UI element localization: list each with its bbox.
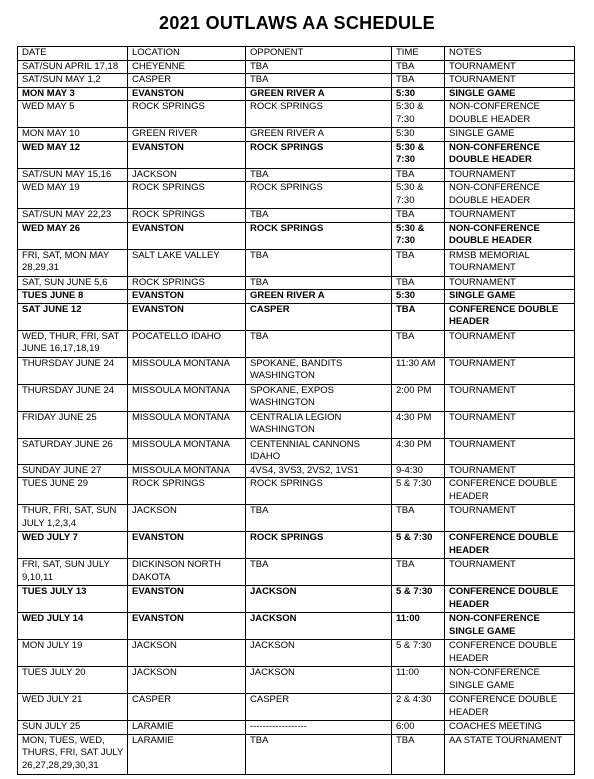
notes-cell: COACHES MEETING: [445, 721, 575, 735]
notes-cell: TOURNAMENT: [445, 276, 575, 290]
table-row: [18, 586, 575, 613]
table-row: [18, 276, 575, 290]
table-row: [18, 222, 575, 249]
date-cell: WED MAY 5: [18, 101, 128, 128]
date-cell: MON MAY 3: [18, 87, 128, 101]
opponent-cell: TBA: [246, 330, 392, 357]
time-cell: 5:30 & 7:30: [392, 222, 445, 249]
opponent-cell: SPOKANE, EXPOS WASHINGTON: [246, 384, 392, 411]
opponent-cell: TBA: [246, 249, 392, 276]
schedule-table: [17, 46, 575, 775]
location-cell: EVANSTON: [128, 586, 246, 613]
date-cell: MON, TUES, WED, THURS, FRI, SAT JULY 26,27,28,29,30,31: [18, 734, 128, 774]
opponent-cell: ROCK SPRINGS: [246, 478, 392, 505]
time-cell: TBA: [392, 60, 445, 74]
location-cell: ROCK SPRINGS: [128, 209, 246, 223]
table-row: [18, 330, 575, 357]
notes-cell: TOURNAMENT: [445, 559, 575, 586]
table-row: [18, 384, 575, 411]
time-cell: 2 & 4:30: [392, 694, 445, 721]
opponent-cell: JACKSON: [246, 640, 392, 667]
location-cell: JACKSON: [128, 640, 246, 667]
location-cell: JACKSON: [128, 168, 246, 182]
header-row: [18, 47, 575, 61]
notes-cell: RMSB MEMORIAL TOURNAMENT: [445, 249, 575, 276]
opponent-cell: CENTENNIAL CANNONS IDAHO: [246, 438, 392, 464]
location-cell: MISSOULA MONTANA: [128, 464, 246, 478]
location-cell: ROCK SPRINGS: [128, 182, 246, 209]
opponent-cell: GREEN RIVER A: [246, 87, 392, 101]
notes-cell: NON-CONFERENCE DOUBLE HEADER: [445, 182, 575, 209]
notes-cell: TOURNAMENT: [445, 505, 575, 532]
date-cell: SUNDAY JUNE 27: [18, 464, 128, 478]
time-cell: 5:30: [392, 87, 445, 101]
opponent-cell: ------------------: [246, 721, 392, 735]
date-cell: WED JULY 14: [18, 613, 128, 640]
table-row: [18, 303, 575, 330]
table-row: [18, 209, 575, 223]
date-cell: TUES JULY 20: [18, 667, 128, 694]
time-cell: 11:00: [392, 613, 445, 640]
opponent-cell: TBA: [246, 209, 392, 223]
date-cell: SAT, SUN JUNE 5,6: [18, 276, 128, 290]
date-cell: THUR, FRI, SAT, SUN JULY 1,2,3,4: [18, 505, 128, 532]
opponent-cell: TBA: [246, 505, 392, 532]
time-cell: 4:30 PM: [392, 411, 445, 438]
opponent-cell: CASPER: [246, 303, 392, 330]
table-row: [18, 694, 575, 721]
time-cell: 9-4:30: [392, 464, 445, 478]
time-cell: TBA: [392, 303, 445, 330]
location-cell: ROCK SPRINGS: [128, 101, 246, 128]
opponent-cell: JACKSON: [246, 586, 392, 613]
location-cell: EVANSTON: [128, 532, 246, 559]
location-cell: LARAMIE: [128, 721, 246, 735]
opponent-cell: JACKSON: [246, 667, 392, 694]
location-cell: EVANSTON: [128, 303, 246, 330]
location-cell: SALT LAKE VALLEY: [128, 249, 246, 276]
header-opponent: OPPONENT: [246, 47, 392, 61]
date-cell: TUES JULY 13: [18, 586, 128, 613]
time-cell: TBA: [392, 74, 445, 88]
time-cell: TBA: [392, 505, 445, 532]
notes-cell: CONFERENCE DOUBLE HEADER: [445, 303, 575, 330]
table-row: [18, 290, 575, 304]
date-cell: WED JULY 7: [18, 532, 128, 559]
location-cell: EVANSTON: [128, 613, 246, 640]
time-cell: 11:30 AM: [392, 357, 445, 384]
time-cell: 5:30: [392, 290, 445, 304]
opponent-cell: TBA: [246, 559, 392, 586]
date-cell: SAT/SUN MAY 1,2: [18, 74, 128, 88]
table-row: [18, 532, 575, 559]
opponent-cell: ROCK SPRINGS: [246, 222, 392, 249]
table-row: [18, 182, 575, 209]
notes-cell: CONFERENCE DOUBLE HEADER: [445, 586, 575, 613]
notes-cell: CONFERENCE DOUBLE HEADER: [445, 694, 575, 721]
time-cell: 5 & 7:30: [392, 532, 445, 559]
opponent-cell: 4VS4, 3VS3, 2VS2, 1VS1: [246, 464, 392, 478]
table-row: [18, 559, 575, 586]
table-row: [18, 438, 575, 464]
notes-cell: TOURNAMENT: [445, 168, 575, 182]
opponent-cell: ROCK SPRINGS: [246, 182, 392, 209]
time-cell: TBA: [392, 330, 445, 357]
time-cell: 6:00: [392, 721, 445, 735]
opponent-cell: SPOKANE, BANDITS WASHINGTON: [246, 357, 392, 384]
location-cell: MISSOULA MONTANA: [128, 384, 246, 411]
time-cell: TBA: [392, 276, 445, 290]
location-cell: MISSOULA MONTANA: [128, 411, 246, 438]
opponent-cell: GREEN RIVER A: [246, 128, 392, 142]
notes-cell: CONFERENCE DOUBLE HEADER: [445, 532, 575, 559]
notes-cell: SINGLE GAME: [445, 87, 575, 101]
table-row: [18, 734, 575, 774]
location-cell: JACKSON: [128, 667, 246, 694]
date-cell: WED MAY 26: [18, 222, 128, 249]
opponent-cell: TBA: [246, 74, 392, 88]
notes-cell: CONFERENCE DOUBLE HEADER: [445, 478, 575, 505]
opponent-cell: CASPER: [246, 694, 392, 721]
opponent-cell: GREEN RIVER A: [246, 290, 392, 304]
table-row: [18, 478, 575, 505]
notes-cell: TOURNAMENT: [445, 60, 575, 74]
location-cell: EVANSTON: [128, 290, 246, 304]
notes-cell: SINGLE GAME: [445, 290, 575, 304]
date-cell: WED JULY 21: [18, 694, 128, 721]
table-row: [18, 464, 575, 478]
opponent-cell: JACKSON: [246, 613, 392, 640]
time-cell: 5 & 7:30: [392, 640, 445, 667]
table-row: [18, 411, 575, 438]
location-cell: LARAMIE: [128, 734, 246, 774]
location-cell: EVANSTON: [128, 222, 246, 249]
notes-cell: TOURNAMENT: [445, 357, 575, 384]
location-cell: EVANSTON: [128, 141, 246, 168]
notes-cell: AA STATE TOURNAMENT: [445, 734, 575, 774]
notes-cell: TOURNAMENT: [445, 74, 575, 88]
location-cell: CHEYENNE: [128, 60, 246, 74]
date-cell: TUES JUNE 29: [18, 478, 128, 505]
table-row: [18, 249, 575, 276]
table-row: [18, 101, 575, 128]
notes-cell: TOURNAMENT: [445, 209, 575, 223]
time-cell: 11:00: [392, 667, 445, 694]
notes-cell: NON-CONFERENCE SINGLE GAME: [445, 667, 575, 694]
table-row: [18, 141, 575, 168]
date-cell: SAT/SUN APRIL 17,18: [18, 60, 128, 74]
schedule-body: [18, 47, 575, 775]
location-cell: CASPER: [128, 74, 246, 88]
table-row: [18, 128, 575, 142]
notes-cell: TOURNAMENT: [445, 384, 575, 411]
date-cell: THURSDAY JUNE 24: [18, 384, 128, 411]
opponent-cell: ROCK SPRINGS: [246, 141, 392, 168]
location-cell: CASPER: [128, 694, 246, 721]
location-cell: ROCK SPRINGS: [128, 478, 246, 505]
date-cell: THURSDAY JUNE 24: [18, 357, 128, 384]
table-row: [18, 667, 575, 694]
location-cell: EVANSTON: [128, 87, 246, 101]
notes-cell: NON-CONFERENCE DOUBLE HEADER: [445, 222, 575, 249]
opponent-cell: ROCK SPRINGS: [246, 532, 392, 559]
table-row: [18, 721, 575, 735]
notes-cell: CONFERENCE DOUBLE HEADER: [445, 640, 575, 667]
notes-cell: TOURNAMENT: [445, 330, 575, 357]
table-row: [18, 505, 575, 532]
opponent-cell: TBA: [246, 276, 392, 290]
date-cell: TUES JUNE 8: [18, 290, 128, 304]
date-cell: WED MAY 19: [18, 182, 128, 209]
time-cell: 5:30 & 7:30: [392, 141, 445, 168]
date-cell: FRI, SAT, MON MAY 28,29,31: [18, 249, 128, 276]
table-row: [18, 74, 575, 88]
page-title: 2021 OUTLAWS AA SCHEDULE: [159, 13, 435, 33]
opponent-cell: ROCK SPRINGS: [246, 101, 392, 128]
notes-cell: NON-CONFERENCE SINGLE GAME: [445, 613, 575, 640]
time-cell: TBA: [392, 734, 445, 774]
table-row: [18, 613, 575, 640]
notes-cell: TOURNAMENT: [445, 438, 575, 464]
date-cell: WED MAY 12: [18, 141, 128, 168]
table-row: [18, 87, 575, 101]
notes-cell: SINGLE GAME: [445, 128, 575, 142]
location-cell: POCATELLO IDAHO: [128, 330, 246, 357]
location-cell: MISSOULA MONTANA: [128, 357, 246, 384]
date-cell: FRIDAY JUNE 25: [18, 411, 128, 438]
notes-cell: NON-CONFERENCE DOUBLE HEADER: [445, 101, 575, 128]
location-cell: GREEN RIVER: [128, 128, 246, 142]
location-cell: ROCK SPRINGS: [128, 276, 246, 290]
table-row: [18, 168, 575, 182]
notes-cell: NON-CONFERENCE DOUBLE HEADER: [445, 141, 575, 168]
date-cell: SATURDAY JUNE 26: [18, 438, 128, 464]
time-cell: 5:30: [392, 128, 445, 142]
table-row: [18, 640, 575, 667]
time-cell: 5:30 & 7:30: [392, 101, 445, 128]
opponent-cell: TBA: [246, 60, 392, 74]
date-cell: SAT/SUN MAY 15,16: [18, 168, 128, 182]
time-cell: TBA: [392, 168, 445, 182]
time-cell: 2:00 PM: [392, 384, 445, 411]
time-cell: TBA: [392, 249, 445, 276]
location-cell: JACKSON: [128, 505, 246, 532]
header-time: TIME: [392, 47, 445, 61]
location-cell: DICKINSON NORTH DAKOTA: [128, 559, 246, 586]
time-cell: 4:30 PM: [392, 438, 445, 464]
date-cell: FRI, SAT, SUN JULY 9,10,11: [18, 559, 128, 586]
time-cell: TBA: [392, 559, 445, 586]
opponent-cell: TBA: [246, 734, 392, 774]
date-cell: SUN JULY 25: [18, 721, 128, 735]
table-row: [18, 60, 575, 74]
header-date: DATE: [18, 47, 128, 61]
notes-cell: TOURNAMENT: [445, 464, 575, 478]
date-cell: SAT JUNE 12: [18, 303, 128, 330]
opponent-cell: CENTRALIA LEGION WASHINGTON: [246, 411, 392, 438]
notes-cell: TOURNAMENT: [445, 411, 575, 438]
location-cell: MISSOULA MONTANA: [128, 438, 246, 464]
opponent-cell: TBA: [246, 168, 392, 182]
time-cell: 5 & 7:30: [392, 586, 445, 613]
date-cell: SAT/SUN MAY 22,23: [18, 209, 128, 223]
date-cell: MON MAY 10: [18, 128, 128, 142]
table-row: [18, 357, 575, 384]
date-cell: WED, THUR, FRI, SAT JUNE 16,17,18,19: [18, 330, 128, 357]
time-cell: TBA: [392, 209, 445, 223]
date-cell: MON JULY 19: [18, 640, 128, 667]
time-cell: 5:30 & 7:30: [392, 182, 445, 209]
time-cell: 5 & 7:30: [392, 478, 445, 505]
header-notes: NOTES: [445, 47, 575, 61]
header-location: LOCATION: [128, 47, 246, 61]
